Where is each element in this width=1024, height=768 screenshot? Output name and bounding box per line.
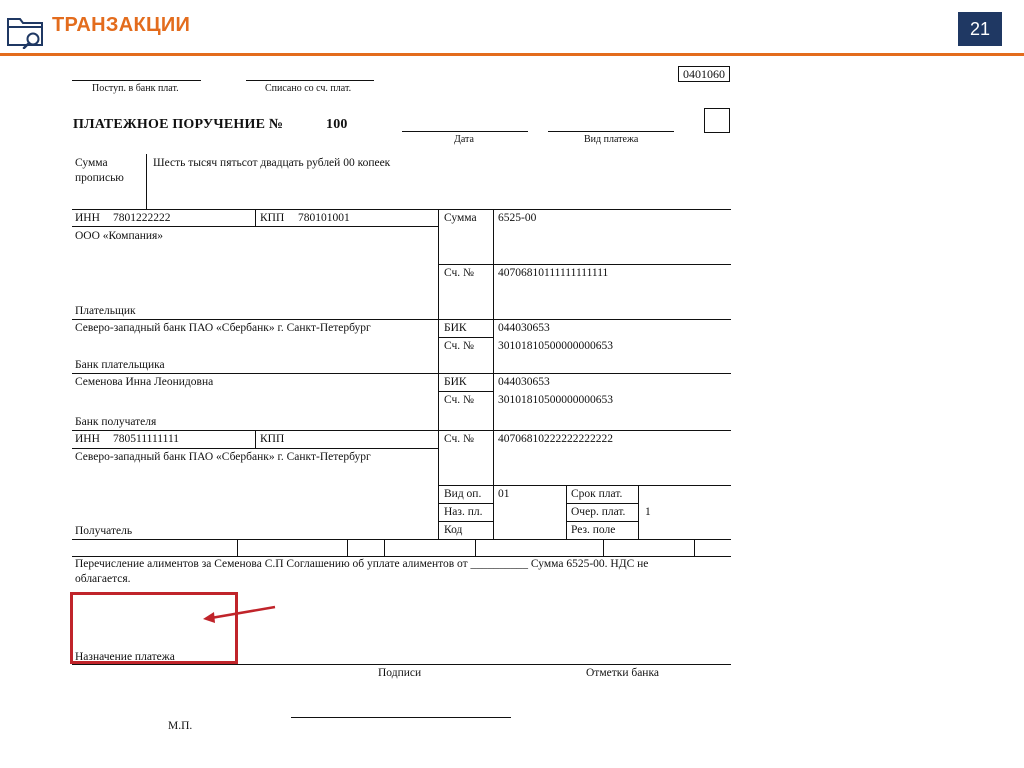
payee-name: Северо-западный банк ПАО «Сбербанк» г. Санкт-Петербург (75, 451, 371, 463)
payee-bank-bik: 044030653 (498, 376, 550, 388)
payer-kpp-label: КПП (260, 212, 285, 224)
header-divider (0, 53, 1024, 56)
payer-bank-bik-label: БИК (444, 322, 467, 334)
op-type-label: Вид оп. (444, 488, 482, 500)
form-number: 100 (326, 117, 348, 132)
payee-inn: 780511111111 (113, 433, 180, 445)
date-label: Дата (454, 134, 474, 145)
op-type-value: 01 (498, 488, 510, 500)
purpose-label: Назначение платежа (75, 651, 175, 663)
bank-marks-label: Отметки банка (586, 667, 659, 679)
payee-bank-corr-label: Сч. № (444, 394, 475, 406)
received-label: Поступ. в банк плат. (92, 83, 179, 94)
payee-role-label: Получатель (75, 525, 133, 537)
payee-bank-name: Семенова Инна Леонидовна (75, 376, 214, 388)
payee-bank-corr-account: 30101810500000000653 (498, 394, 613, 406)
payment-type-line (548, 131, 674, 132)
payer-name: ООО «Компания» (75, 230, 164, 242)
priority-value: 1 (645, 506, 651, 518)
payer-bank-role-label: Банк плательщика (75, 359, 165, 371)
form-code: 0401060 (678, 66, 730, 82)
payer-kpp: 780101001 (298, 212, 350, 224)
form-title: ПЛАТЕЖНОЕ ПОРУЧЕНИЕ № (73, 117, 284, 132)
payer-role-label: Плательщик (75, 305, 136, 317)
payer-bank-corr-account: 30101810500000000653 (498, 340, 613, 352)
sum-words-label-1: Сумма (75, 157, 108, 169)
payer-inn: 7801222222 (113, 212, 171, 224)
payee-account: 40706810222222222222 (498, 433, 613, 445)
date-line (402, 131, 528, 132)
sum-words-value: Шесть тысяч пятьсот двадцать рублей 00 копеек (153, 157, 391, 169)
amount-label: Сумма (444, 212, 477, 224)
folder-search-icon (6, 13, 46, 49)
payer-bank-corr-label: Сч. № (444, 340, 475, 352)
sum-words-label-2: прописью (75, 172, 124, 184)
signatures-label: Подписи (378, 667, 422, 679)
reserve-label: Рез. поле (571, 524, 616, 536)
annotation-arrow-icon (195, 598, 280, 624)
signature-line (291, 717, 511, 718)
purpose-code-label: Наз. пл. (444, 506, 483, 518)
payer-account-label: Сч. № (444, 267, 475, 279)
payer-bank-bik: 044030653 (498, 322, 550, 334)
received-line (72, 80, 201, 81)
payer-inn-label: ИНН (75, 212, 100, 224)
term-label: Срок плат. (571, 488, 623, 500)
payer-account: 40706810111111111111 (498, 267, 609, 279)
priority-label: Очер. плат. (571, 506, 626, 518)
slide-title: ТРАНЗАКЦИИ (52, 14, 191, 36)
payee-inn-label: ИНН (75, 433, 100, 445)
payment-type-box (704, 108, 730, 133)
amount-value: 6525-00 (498, 212, 537, 224)
code-label: Код (444, 524, 463, 536)
payer-bank-name: Северо-западный банк ПАО «Сбербанк» г. Санкт-Петербург (75, 322, 371, 334)
purpose-text-line-1: Перечисление алиментов за Семенова С.П Соглашению об уплате алиментов от __________ Сумма 6525-00. НДС не (75, 558, 649, 570)
stamp-label: М.П. (168, 720, 193, 732)
payment-type-label: Вид платежа (584, 134, 639, 145)
debited-label: Списано со сч. плат. (265, 83, 352, 94)
payee-account-label: Сч. № (444, 433, 475, 445)
payee-kpp-label: КПП (260, 433, 285, 445)
page-number-badge: 21 (958, 12, 1002, 46)
purpose-text-line-2: облагается. (75, 573, 131, 585)
payee-bank-role-label: Банк получателя (75, 416, 157, 428)
payee-bank-bik-label: БИК (444, 376, 467, 388)
debited-line (246, 80, 374, 81)
